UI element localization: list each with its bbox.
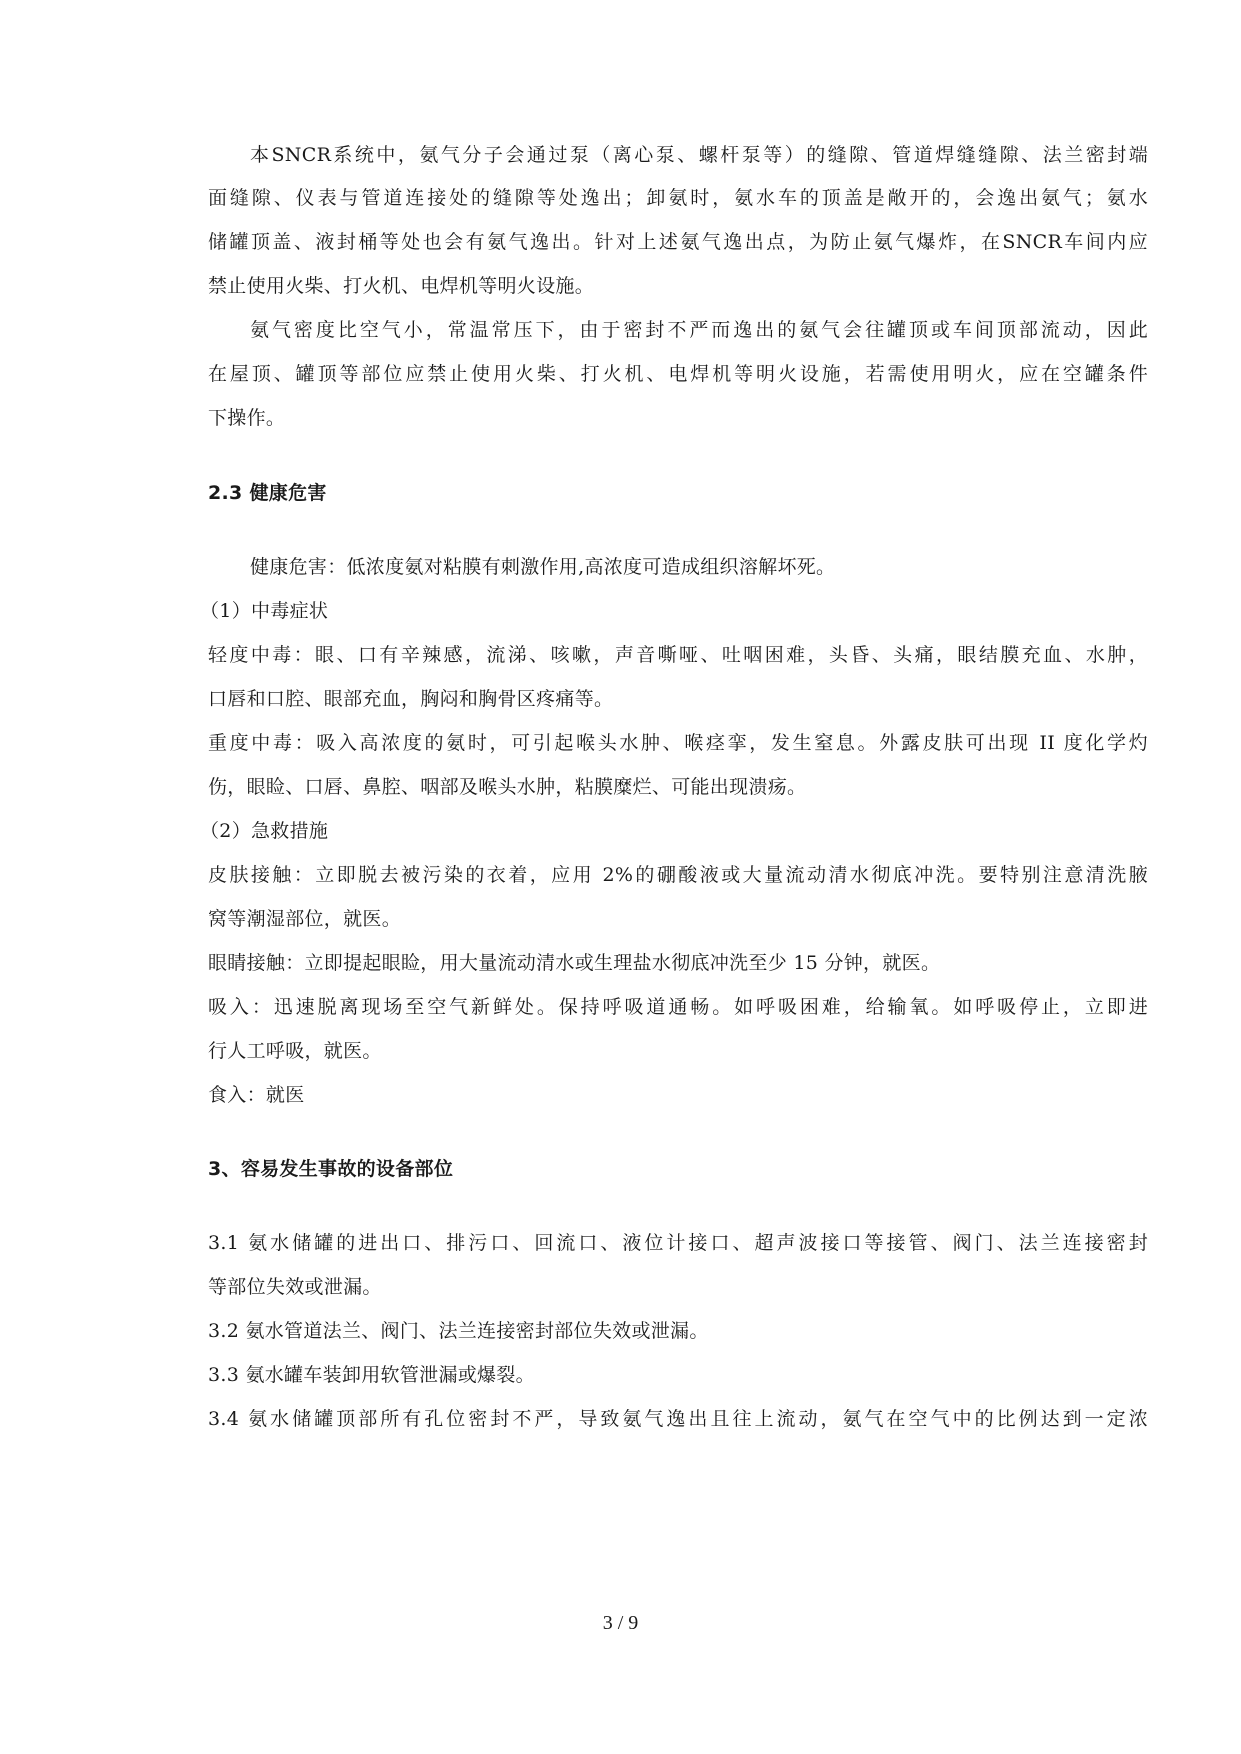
item-3-2: 3.2 氨水管道法兰、阀门、法兰连接密封部位失效或泄漏。 [208, 1320, 709, 1342]
skin-contact-line-1: 皮肤接触：立即脱去被污染的衣着，应用 2%的硼酸液或大量流动清水彻底冲洗。要特别注意清洗腋 [208, 864, 1148, 886]
page-number: 3 / 9 [602, 1612, 639, 1634]
paragraph-2-line-1: 氨气密度比空气小，常温常压下，由于密封不严而逸出的氨气会往罐顶或车间顶部流动，因此 [250, 319, 1148, 341]
severe-poisoning-line-1: 重度中毒：吸入高浓度的氨时，可引起喉头水肿、喉痉挛，发生窒息。外露皮肤可出现 II 度化学灼 [208, 732, 1148, 754]
paragraph-2-line-2: 在屋顶、罐顶等部位应禁止使用火柴、打火机、电焊机等明火设施，若需使用明火，应在空罐条件 [208, 363, 1148, 385]
inhalation-line-2: 行人工呼吸，就医。 [208, 1040, 382, 1062]
paragraph-1-line-3: 储罐顶盖、液封桶等处也会有氨气逸出。针对上述氨气逸出点，为防止氨气爆炸，在SNCR车间内应 [208, 231, 1148, 253]
paragraph-1-line-1: 本SNCR系统中，氨气分子会通过泵（离心泵、螺杆泵等）的缝隙、管道焊缝缝隙、法兰密封端 [250, 144, 1148, 166]
inhalation-line-1: 吸入：迅速脱离现场至空气新鲜处。保持呼吸道通畅。如呼吸困难，给输氧。如呼吸停止，立即进 [208, 996, 1148, 1018]
first-aid-title: （2）急救措施 [200, 820, 329, 842]
item-3-3: 3.3 氨水罐车装卸用软管泄漏或爆裂。 [208, 1364, 535, 1386]
ingestion-line: 食入：就医 [208, 1084, 305, 1106]
mild-poisoning-line-2: 口唇和口腔、眼部充血，胸闷和胸骨区疼痛等。 [208, 688, 614, 710]
skin-contact-line-2: 窝等潮湿部位，就医。 [208, 908, 402, 930]
item-3-1-line-2: 等部位失效或泄漏。 [208, 1276, 382, 1298]
eye-contact-line: 眼睛接触：立即提起眼睑，用大量流动清水或生理盐水彻底冲洗至少 15 分钟，就医。 [208, 952, 941, 974]
mild-poisoning-line-1: 轻度中毒：眼、口有辛辣感，流涕、咳嗽，声音嘶哑、吐咽困难，头昏、头痛，眼结膜充血、水肿， [208, 644, 1148, 666]
section-3-heading: 3、容易发生事故的设备部位 [208, 1158, 454, 1180]
health-hazard-intro: 健康危害：低浓度氨对粘膜有刺激作用,高浓度可造成组织溶解坏死。 [250, 556, 836, 578]
section-2-3-heading: 2.3 健康危害 [208, 482, 327, 504]
paragraph-1-line-4: 禁止使用火柴、打火机、电焊机等明火设施。 [208, 275, 595, 297]
paragraph-2-line-3: 下操作。 [208, 407, 286, 429]
severe-poisoning-line-2: 伤，眼睑、口唇、鼻腔、咽部及喉头水肿，粘膜糜烂、可能出现溃疡。 [208, 776, 807, 798]
item-3-1-line-1: 3.1 氨水储罐的进出口、排污口、回流口、液位计接口、超声波接口等接管、阀门、法兰连接密封 [208, 1232, 1148, 1254]
item-3-4-line-1: 3.4 氨水储罐顶部所有孔位密封不严，导致氨气逸出且往上流动，氨气在空气中的比例达到一定浓 [208, 1408, 1148, 1430]
paragraph-1-line-2: 面缝隙、仪表与管道连接处的缝隙等处逸出；卸氨时，氨水车的顶盖是敞开的，会逸出氨气；氨水 [208, 187, 1148, 209]
poisoning-symptoms-title: （1）中毒症状 [200, 600, 329, 622]
